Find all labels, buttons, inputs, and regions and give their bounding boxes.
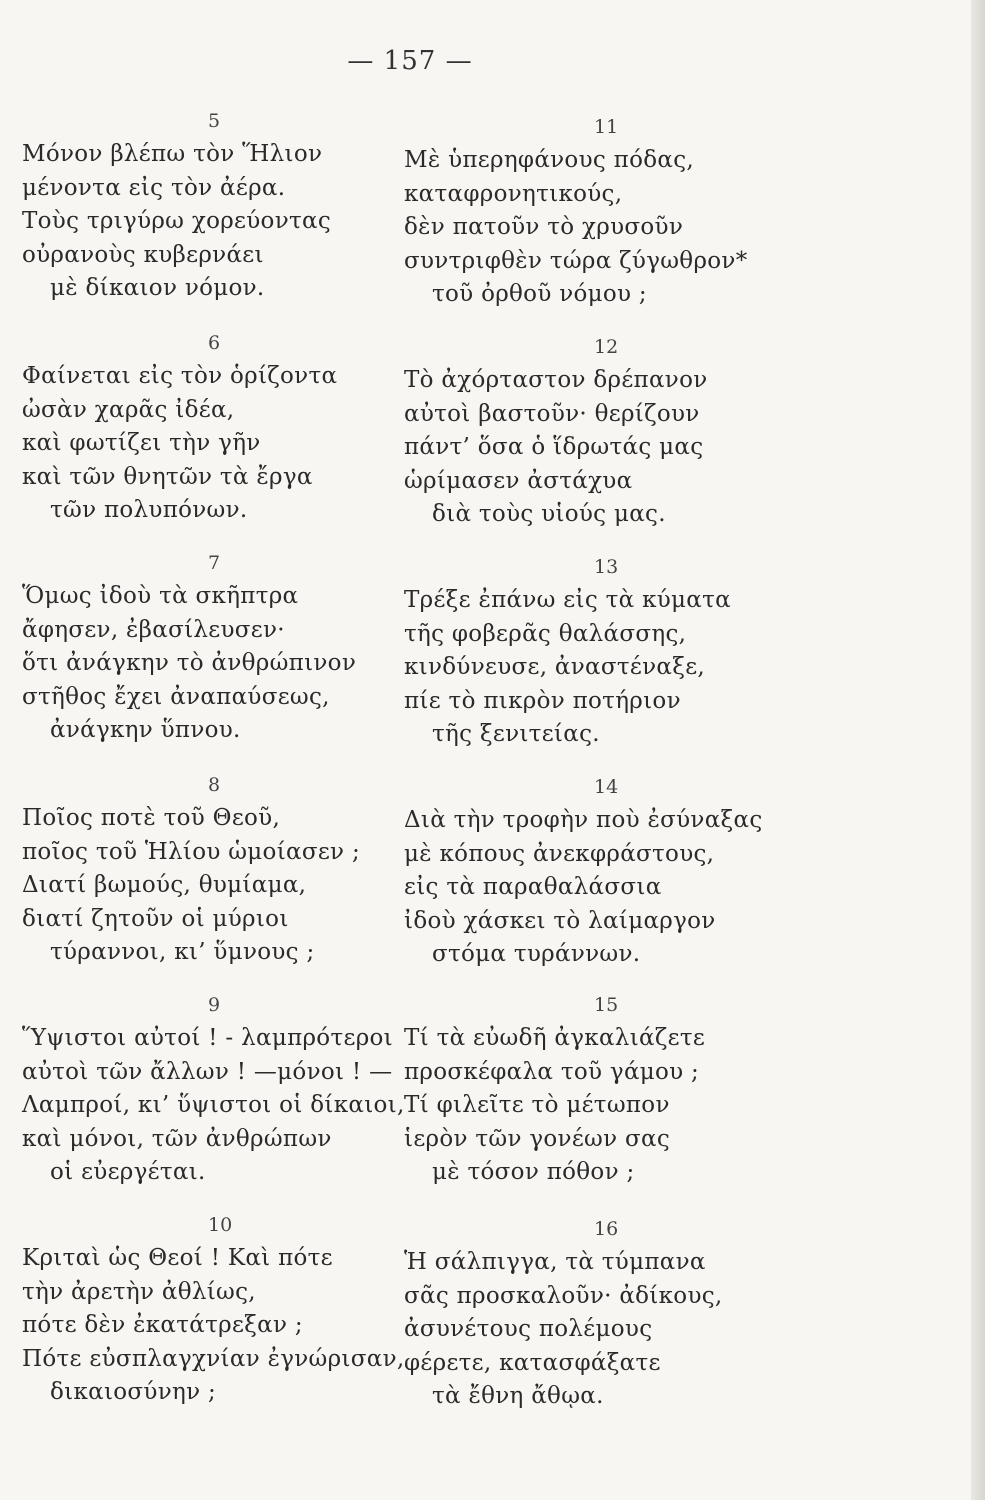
verse-line: πότε δὲν ἐκατάτρεξαν ; [22, 1312, 303, 1338]
verse-line: ὠσὰν χαρᾶς ἰδέα, [22, 396, 235, 423]
verse-line: καὶ μόνοι, τῶν ἀνθρώπων [22, 1125, 332, 1152]
page-edge-shadow [971, 0, 985, 1500]
stanza-6 [22, 326, 422, 528]
verse-line: καὶ τῶν θνητῶν τὰ ἔργα [22, 463, 313, 490]
verse-line: μὲ δίκαιον νόμον. [50, 275, 265, 301]
verse-line: στόμα τυράννων. [432, 941, 641, 967]
stanza-number: 5 [208, 110, 221, 132]
verse-line: μὲ κόπους ἀνεκφράστους, [404, 840, 715, 867]
verse-line: καὶ φωτίζει τὴν γῆν [22, 430, 261, 456]
verse-line: συντριφθὲν τώρα ζύγωθρον* [404, 247, 748, 274]
verse-line: Ἡ σάλπιγγα, τὰ τύμπανα [404, 1249, 706, 1275]
verse-line: ἀνάγκην ὕπνου. [50, 717, 241, 743]
stanza-5 [22, 104, 422, 306]
page-number: — 157 — [347, 46, 473, 76]
verse-line: πίε τὸ πικρὸν ποτήριον [404, 687, 681, 714]
verse-line: Τρέξε ἐπάνω εἰς τὰ κύματα [404, 587, 731, 613]
verse-line: τὴν ἀρετὴν ἀθλίως, [22, 1278, 256, 1305]
verse-line: φέρετε, κατασφάξατε [404, 1349, 661, 1376]
verse-line: ἱερὸν τῶν γονέων σας [404, 1125, 671, 1152]
stanza-7 [22, 546, 422, 748]
verse-line: Τί τὰ εὐωδῆ ἀγκαλιάζετε [404, 1025, 706, 1051]
stanza-13 [404, 550, 804, 752]
stanza-number: 10 [208, 1214, 233, 1236]
verse-line: Διατί βωμούς, θυμίαμα, [22, 872, 307, 898]
verse-line: Λαμπροί, κι’ ὕψιστοι οἱ δίκαιοι, [22, 1092, 405, 1118]
verse-line: ποῖος τοῦ Ἡλίου ὡμοίασεν ; [22, 838, 360, 865]
stanza-number: 6 [208, 332, 221, 354]
verse-line: οὐρανοὺς κυβερνάει [22, 241, 264, 268]
stanza-11 [404, 110, 804, 312]
verse-line: διατί ζητοῦν οἱ μύριοι [22, 905, 289, 932]
verse-line: δικαιοσύνην ; [50, 1379, 217, 1405]
verse-line: ἄφησεν, ἐβασίλευσεν· [22, 616, 285, 643]
verse-line: τῶν πολυπόνων. [50, 497, 248, 523]
verse-line: καταφρονητικούς, [404, 180, 623, 207]
stanza-16 [404, 1212, 804, 1414]
verse-line: στῆθος ἔχει ἀναπαύσεως, [22, 683, 330, 710]
verse-line: Κριταὶ ὡς Θεοί ! Καὶ πότε [22, 1245, 333, 1271]
stanza-10 [22, 1208, 422, 1410]
verse-line: αὐτοὶ τῶν ἄλλων ! —μόνοι ! — [22, 1058, 393, 1085]
verse-line: Τοὺς τριγύρω χορεύοντας [22, 208, 332, 234]
stanza-15 [404, 988, 804, 1190]
verse-line: μὲ τόσον πόθον ; [432, 1159, 635, 1185]
verse-line: εἰς τὰ παραθαλάσσια [404, 874, 662, 900]
stanza-14 [404, 770, 804, 972]
verse-line: τῆς ξενιτείας. [432, 721, 600, 747]
verse-line: ἀσυνέτους πολέμους [404, 1316, 653, 1342]
stanza-number: 8 [208, 774, 221, 796]
verse-line: αὐτοὶ βαστοῦν· θερίζουν [404, 400, 700, 427]
verse-line: τῆς φοβερᾶς θαλάσσης, [404, 620, 687, 647]
stanza-number: 7 [208, 552, 221, 574]
stanza-number: 15 [594, 994, 619, 1016]
verse-line: προσκέφαλα τοῦ γάμου ; [404, 1058, 700, 1085]
verse-line: Μὲ ὑπερηφάνους πόδας, [404, 147, 694, 173]
verse-line: Ὕψιστοι αὐτοί ! - λαμπρότεροι [22, 1025, 393, 1051]
verse-line: Τί φιλεῖτε τὸ μέτωπον [404, 1092, 670, 1118]
verse-line: Φαίνεται εἰς τὸν ὁρίζοντα [22, 363, 338, 389]
verse-line: ἰδοὺ χάσκει τὸ λαίμαργον [404, 907, 716, 934]
verse-line: τύραννοι, κι’ ὕμνους ; [50, 939, 315, 965]
stanza-9 [22, 988, 422, 1190]
verse-line: Διὰ τὴν τροφὴν ποὺ ἐσύναξας [404, 807, 763, 833]
stanza-number: 9 [208, 994, 221, 1016]
verse-line: ὅτι ἀνάγκην τὸ ἀνθρώπινον [22, 650, 357, 676]
verse-line: Ποῖος ποτὲ τοῦ Θεοῦ, [22, 805, 281, 831]
stanza-number: 11 [594, 116, 619, 138]
verse-line: τοῦ ὀρθοῦ νόμου ; [432, 281, 647, 307]
verse-line: Τὸ ἀχόρταστον δρέπανον [404, 367, 708, 393]
verse-line: Ὅμως ἰδοὺ τὰ σκῆπτρα [22, 583, 299, 609]
verse-line: τὰ ἔθνη ἄθῳα. [432, 1383, 604, 1409]
verse-line: διὰ τοὺς υἱούς μας. [432, 501, 666, 527]
verse-line: σᾶς προσκαλοῦν· ἀδίκους, [404, 1282, 723, 1309]
verse-line: Μόνον βλέπω τὸν Ἥλιον [22, 141, 323, 167]
stanza-number: 16 [594, 1218, 619, 1240]
verse-line: ὡρίμασεν ἀστάχυα [404, 467, 633, 494]
stanza-number: 13 [594, 556, 619, 578]
verse-line: Πότε εὐσπλαγχνίαν ἐγνώρισαν, [22, 1345, 405, 1372]
stanza-number: 14 [594, 776, 619, 798]
stanza-12 [404, 330, 804, 532]
stanza-8 [22, 768, 422, 970]
verse-line: πάντ’ ὅσα ὁ ἵδρωτάς μας [404, 434, 704, 460]
verse-line: δὲν πατοῦν τὸ χρυσοῦν [404, 214, 684, 240]
verse-line: μένοντα εἰς τὸν ἀέρα. [22, 174, 286, 201]
verse-line: κινδύνευσε, ἀναστέναξε, [404, 654, 706, 680]
stanza-number: 12 [594, 336, 619, 358]
verse-line: οἱ εὐεργέται. [50, 1159, 206, 1185]
